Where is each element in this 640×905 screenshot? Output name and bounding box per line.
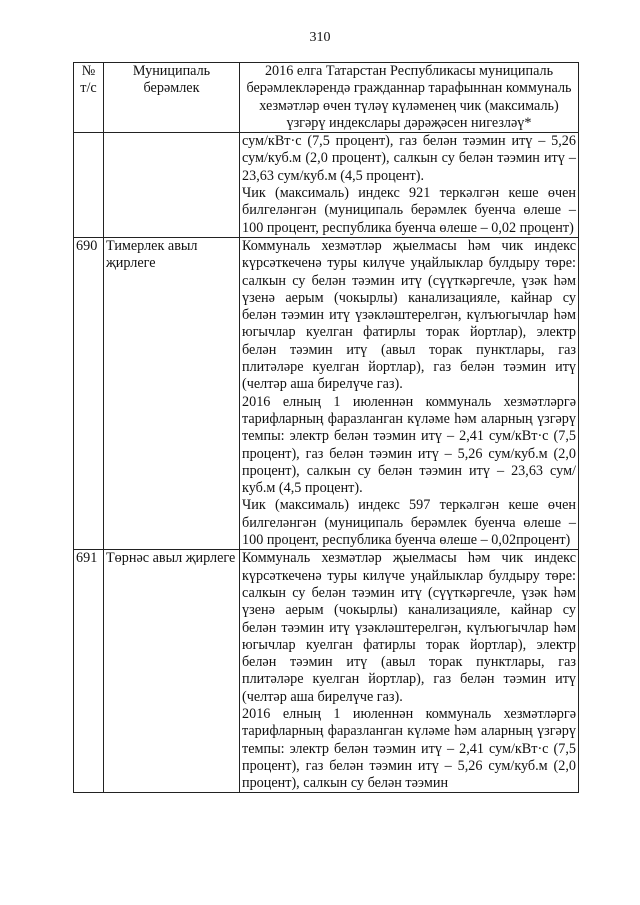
header-description: 2016 елга Татарстан Республикасы муниципаль берәмлекләрендә гражданнар тарафыннан коммуналь хезмәтләр өчен түләү күләменең чик (максималь) үзгәрү индекслары дәрәҗәсен нигезләү* [240,63,579,133]
row-number: 690 [74,237,104,549]
paragraph: Чик (максималь) индекс 921 теркәлгән кеше өчен билгеләнгән (муниципаль берәмлек буенча өлеше – 100 процент, республика буенча өлеше – 0,02 процент) [242,185,576,236]
table-row [74,133,579,238]
table-row [74,237,579,549]
page-number: 310 [309,30,331,45]
paragraph: Коммуналь хезмәтләр җыелмасы һәм чик индекс күрсәткеченә туры килүче уңайлыклар булдыру төре: салкын су белән тәэмин итү (сүүткәргечле, үзәк һәм үзенә аерым (чокырлы) канализацияле, кайнар су белән тәэмин итү үзәкләштерелгән, күлъюгычлар һәм югычлар куелган фатирлы торак йортлар), электр белән тәэмин итү (авыл торак пунктлары, газ плитәләре куелган йортлар), газ белән тәэмин итү (челтәр аша бирелүче газ). [242,237,576,393]
paragraph: Чик (максималь) индекс 597 теркәлгән кеше өчен билгеләнгән (муниципаль берәмлек буенча өлеше – 100 процент, республика буенча өлеше – 0,02процент) [242,497,576,549]
table-row [74,550,579,793]
row-municipality [104,133,240,238]
paragraph: 2016 елның 1 июленнән коммуналь хезмәтләргә тарифларның фаразланган күләме һәм аларның үзгәрү темпы: электр белән тәэмин итү – 2,41 сум/кВт·с (7,5 процент), газ белән тәэмин итү – 5,26 сум/куб.м (2,0 процент), салкын су белән тәэмин [242,705,576,792]
row-number: 691 [74,550,104,793]
row-description [240,133,579,238]
paragraph: Коммуналь хезмәтләр җыелмасы һәм чик индекс күрсәткеченә туры килүче уңайлыклар булдыру төре: салкын су белән тәэмин итү (сүүткәргечле, үзәк һәм үзенә аерым (чокырлы) канализацияле, кайнар су белән тәэмин итү үзәкләштерелгән, күлъюгычлар һәм югычлар куелган фатирлы торак йортлар), электр белән тәэмин итү (авыл торак пунктлары, газ плитәләре куелган йортлар), газ белән тәэмин итү (челтәр аша бирелүче газ). [242,550,576,705]
row-description [240,550,579,793]
tariff-index-table [73,62,579,793]
header-municipality: Муниципаль берәмлек [104,63,240,133]
row-description [240,237,579,549]
paragraph: 2016 елның 1 июленнән коммуналь хезмәтләргә тарифларның фаразланган күләме һәм аларның үзгәрү темпы: электр белән тәэмин итү – 2,41 сум/кВт·с (7,5 процент), газ белән тәэмин итү – 5,26 сум/куб.м (2,0 процент), салкын су белән тәэмин итү – 23,63 сум/куб.м (4,5 процент). [242,393,576,497]
row-municipality: Тимерлек авыл җирлеге [104,237,240,549]
row-number [74,133,104,238]
header-number: № т/с [74,63,104,133]
paragraph: сум/кВт·с (7,5 процент), газ белән тәэмин итү – 5,26 сум/куб.м (2,0 процент), салкын су белән тәэмин итү – 23,63 сум/куб.м (4,5 процент). [242,133,576,184]
row-municipality: Төрнәс авыл җирлеге [104,550,240,793]
table-header-row [74,63,579,133]
